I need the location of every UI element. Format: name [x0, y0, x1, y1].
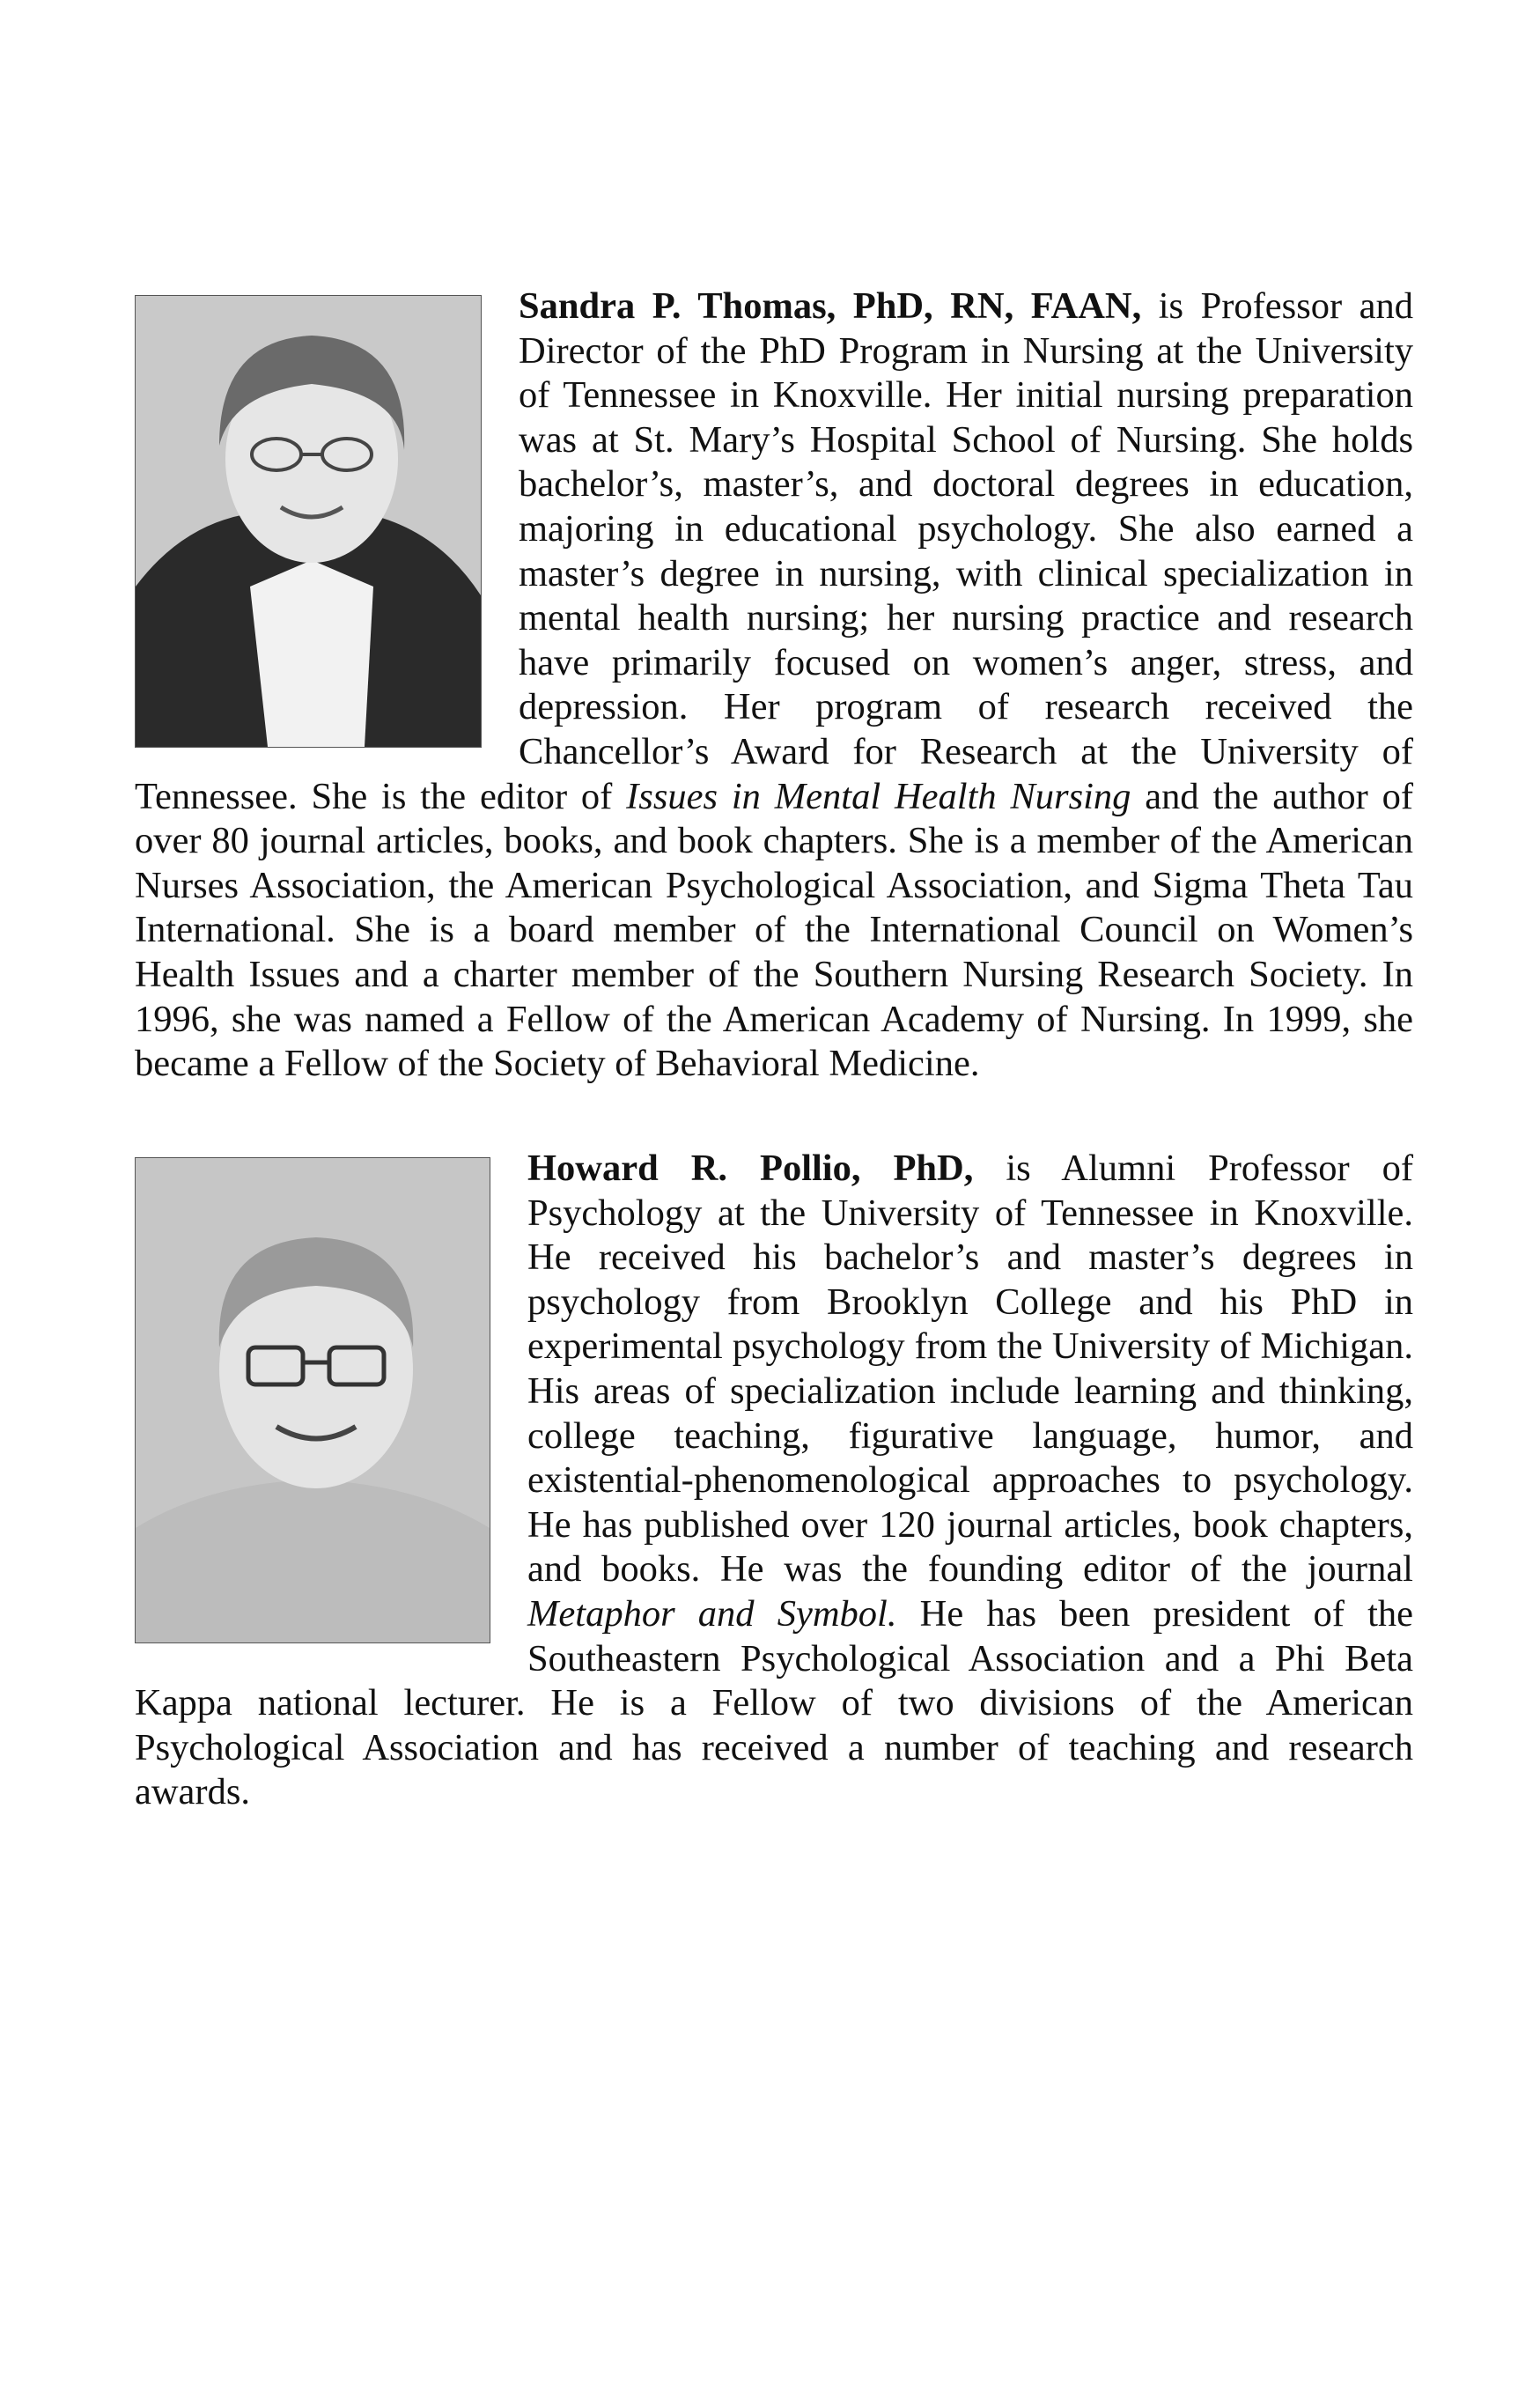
journal-title: Metaphor and Symbol. — [527, 1592, 897, 1635]
author-name-pollio: Howard R. Pollio, PhD, — [527, 1148, 974, 1189]
bio-text-part1: is Alumni Professor of Psychology at the University of Tennessee in Knoxville. He received his bachelor’s and master’s degrees in psychology from Brooklyn College and his PhD in experimental psychology from the University of Michigan. His areas of specialization include learning and thinking, college teaching, figurative language, humor, and existential-phenomenological approaches to psychology. He has published over 120 journal articles, book chapters, and books. He was the founding editor of the journal — [527, 1148, 1413, 1591]
author-photo-thomas — [135, 295, 482, 748]
bio-text-part1: is Professor and Director of the PhD Program in Nursing at the University of Tennessee in Knoxville. Her initial nursing preparation was at St. Mary’s Hospital School of Nursing. She holds bachelor’s, master’s, and doctoral degrees in education, majoring in educational psychology. She also earned a master’s degree in nursing, with clinical specialization in mental health nursing; her nursing practice and research have primarily focused on women’s anger, stress, and depression. Her program of research received the Chancellor’s Award for Research at the University of Tennessee. She is the editor of — [135, 285, 1414, 817]
journal-title: Issues in Mental Health Nursing — [626, 775, 1131, 817]
bio-text-part2: and the author of over 80 journal articles, books, and book chapters. She is a member of the American Nurses Association, the American Psychological Association, and Sigma Theta Tau International. She is a board member of the International Council on Women’s Health Issues and a charter member of the Southern Nursing Research Society. In 1996, she was named a Fellow of the American Academy of Nursing. In 1999, she became a Fellow of the Society of Behavioral Medicine. — [135, 775, 1413, 1085]
author-name-thomas: Sandra P. Thomas, PhD, RN, FAAN, — [519, 285, 1142, 327]
author-bio-pollio — [135, 1147, 1413, 1815]
author-bio-thomas — [135, 284, 1413, 1087]
author-photo-pollio — [135, 1157, 490, 1643]
bio-text-part2: He has been president of the Southeastern Psychological Association and a Phi Beta Kappa national lecturer. He is a Fellow of two divisions of the American Psychological Association and has received a number of teaching and research awards. — [135, 1592, 1414, 1813]
